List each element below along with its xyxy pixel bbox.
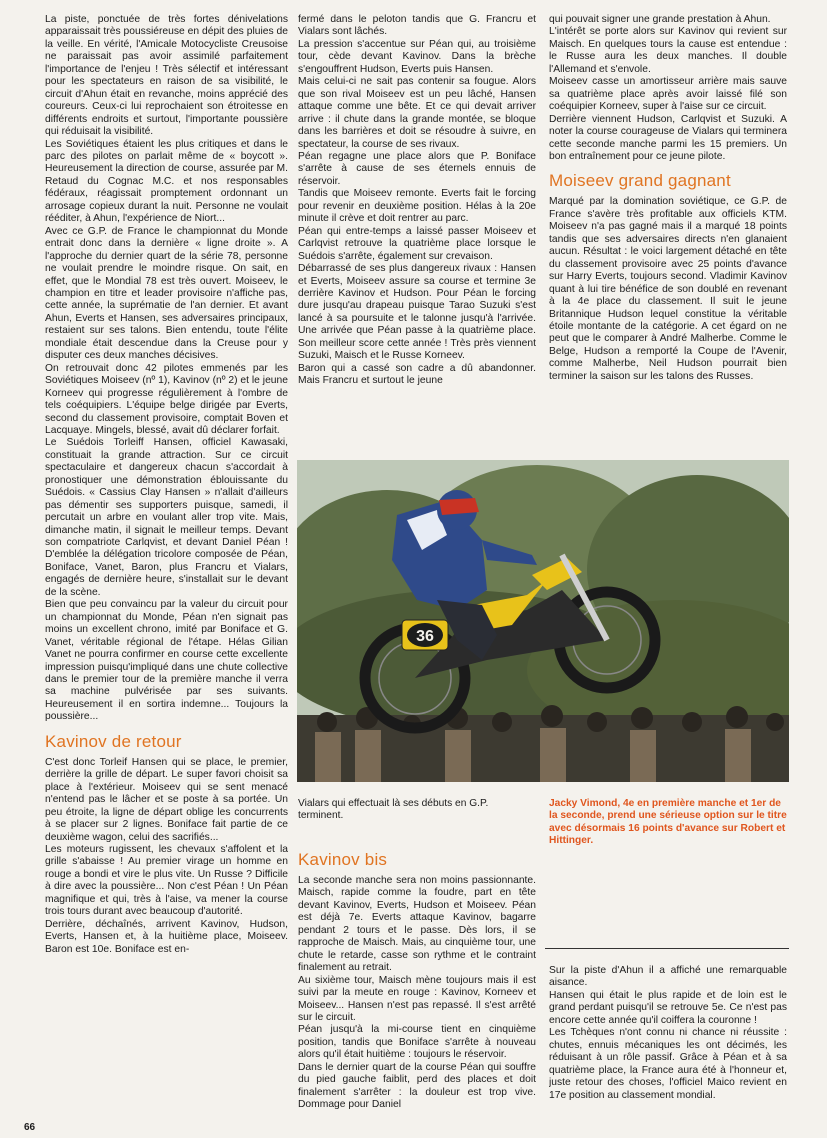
photo-caption-right: Jacky Vimond, 4e en première manche et 1er de la seconde, prend une sérieuse option sur le titre avec désormais 16 points d'avance sur Robert et Hittinger.: [549, 798, 787, 847]
paragraph: Moiseev casse un amortisseur arrière mais sauve sa quatrième place après avoir laissé filé son coéquipier Korneev, super à l'aise sur ce circuit.: [549, 76, 787, 113]
paragraph: Marqué par la domination soviétique, ce G.P. de France s'avère très profitable aux officiels KTM. Moiseev n'a pas gagné mais il a marqué 18 points tandis que ses adversaires directs n'en glanaient aucun. Résultat : le voici largement détaché en tête du classement provisoire avec 25 points d'avance sur Harry Everts, toujours second. Vladimir Kavinov quant à lui tire bénéfice de son doublé en revenant à la 4e place du classement. Il suit le jeune Britannique Hudson lequel constitue la véritable étoile montante de la catégorie. A cet égard on ne peut que le comparer à André Malherbe. Comme le Belge, Hudson a remporté la Coupe de l'Avenir, comme Malherbe, Neil Hudson pourrait bien terminer la saison sur les talons des Russes.: [549, 196, 787, 382]
paragraph: qui pouvait signer une grande prestation à Ahun.: [549, 14, 771, 25]
paragraph: Les Tchèques n'ont connu ni chance ni réussite : chutes, ennuis mécaniques les ont décimés, les réduisant à un rôle passif. Grâce à Péan et à sa quatrième place, la France aura été à l'honneur et, juste retour des choses, l'officiel Maico revient en 17e position au classement mondial.: [549, 1027, 787, 1101]
paragraph: La seconde manche sera non moins passionnante. Maisch, rapide comme la foudre, part en tête devant Kavinov, Everts, Hudson et Moiseev. Péan est déjà 7e. Everts attaque Kavinov, bagarre pendant 2 tours et le passe. Dès lors, il se rapproche de Maisch. Mais, au cinquième tour, une chute le retarde, casse son rythme et le contraint finalement au retrait.: [298, 875, 536, 974]
column-divider: [545, 948, 789, 949]
paragraph: Les Soviétiques étaient les plus critiques et dans le parc des pilotes on parlait même de « boycott ». Heureusement la direction de course, assurée par M. Retaud du Cognac M.C. et nos responsables fédéraux, réagissait promptement ordonnant un arrosage copieux durant la nuit. Personne ne voulait rééditer, à Ahun, l'expérience de Niort...: [45, 138, 288, 225]
article-column-1: [45, 14, 288, 1124]
section-heading-kavinov-de-retour: Kavinov de retour: [45, 731, 182, 751]
paragraph: Derrière viennent Hudson, Carlqvist et Suzuki. A noter la course courageuse de Vialars qui terminera cette seconde manche parmi les 15 premiers. Un bon entraînement pour ce jeune pilote.: [549, 113, 787, 162]
paragraph: Bien que peu convaincu par la valeur du circuit pour un championnat du Monde, Péan n'en signait pas moins un excellent chrono, imité par Boniface et G. Vanet, véritable régional de l'étape. Hélas Gilian Vanet ne pourra confirmer en course cette excellente impression puisqu'impliqué dans une chute collective dans le premier tour de la première manche il verra sa machine pulvérisée par ses suivants. Heureusement il en sortira indemne... Toujours la poussière...: [45, 599, 288, 723]
paragraph: Au sixième tour, Maisch mène toujours mais il est suivi par la meute en rouge : Kavinov, Korneev et Moiseev... Hansen n'est pas repassé. Il s'est arrêté sur le circuit.: [298, 974, 536, 1023]
motocross-photo: [297, 460, 789, 782]
paragraph: Avec ce G.P. de France le championnat du Monde entrait donc dans la dernière « ligne droite ». A l'approche du dernier quart de la série 78, personne ne voulait prendre le moindre risque. On sait, en effet, que le Mondial 78 est très ouvert. Moiseev, le champion en titre et leader provisoire n'affiche pas, cette année, la suprématie de l'an dernier. Et avant Ahun, Everts et Hansen, ses adversaires principaux, restaient sur ses talons. Bien entendu, toute l'élite mondiale était descendue dans la Creuse pour y disputer ces deux manches décisives.: [45, 225, 288, 362]
article-column-2: [298, 14, 536, 458]
paragraph: Dans le dernier quart de la course Péan qui souffre du pied gauche faiblit, perd des places et doit finalement s'arrêter : la douleur est trop vive. Dommage pour Daniel: [298, 1061, 536, 1111]
paragraph: La piste, ponctuée de très fortes dénivelations apparaissait très poussiéreuse en dépit des pluies de la veille. En vérité, l'Amicale Motocycliste Creusoise ne paraissait pas avoir assimilé parfaitement l'importance de l'enjeu ! Très sélectif et intéressant pour les spectateurs en raison de sa visibilité, le circuit d'Ahun était en revanche, moins apprécié des coureurs. Ceux-ci lui reprochaient son étroitesse en différents endroits et surtout, l'importante poussière qui réduisait la visibilité.: [45, 14, 288, 138]
rider-number: 36: [416, 628, 434, 645]
paragraph: Le Suédois Torleiff Hansen, officiel Kawasaki, constituait la grande attraction. Sur ce circuit spectaculaire et dangereux chacun s'accordait à pronostiquer une démonstration éblouissante du Suédois. « Cassius Clay Hansen » n'allait d'ailleurs pas démentir ses supporters puisque, samedi, il percutait un arbre en voulant aller trop vite. Mais, dimanche matin, il signait le meilleur temps. Devant son compatriote Carlqvist, et devant Daniel Péan ! D'emblée la délégation tricolore composée de Péan, Boniface, Vanet, Baron, plus Francru et Vialars, engagés de dernière heure, s'installait sur le devant de la scène.: [45, 437, 288, 598]
page-number: 66: [24, 1122, 36, 1133]
paragraph: Sur la piste d'Ahun il a affiché une remarquable aisance.: [549, 965, 787, 989]
paragraph: Hansen qui était le plus rapide et de loin est le grand perdant puisqu'il se retrouve 5e. Ce n'est pas encore cette année qu'il coiffera la couronne !: [549, 989, 787, 1026]
paragraph: Mais celui-ci ne sait pas contenir sa fougue. Alors que son rival Moiseev est un peu lâché, Hansen attaque comme une bête. Et ce qui devait arriver arrive : il chute dans la grande montée, se bloque dans les barrières et doit se résoudre à suivre, en spectateur, la course de ses rivaux.: [298, 76, 536, 150]
photo-caption-left: Vialars qui effectuait là ses débuts en G.P. terminent.: [298, 798, 489, 822]
section-heading-kavinov-bis: Kavinov bis: [298, 850, 388, 869]
paragraph: Baron qui a cassé son cadre a dû abandonner. Mais Francru et surtout le jeune: [298, 362, 536, 387]
paragraph: L'intérêt se porte alors sur Kavinov qui revient sur Maisch. En quelques tours la cause est entendue : le Russe aura les deux manches. Il double l'Allemand et s'envole.: [549, 26, 787, 75]
motocross-illustration: [297, 460, 789, 782]
section-heading-moiseev-grand-gagnant: Moiseev grand gagnant: [549, 171, 731, 191]
paragraph: La pression s'accentue sur Péan qui, au troisième tour, cède devant Kavinov. Dans la brèche s'engouffrent Hudson, Everts puis Hansen.: [298, 38, 536, 75]
paragraph: Derrière, déchaînés, arrivent Kavinov, Hudson, Everts, Hansen et, à la huitième place, Moiseev. Baron est 10e. Boniface est en-: [45, 918, 288, 955]
article-column-3: [549, 14, 787, 458]
paragraph: On retrouvait donc 42 pilotes emmenés par les Soviétiques Moiseev (nº 1), Kavinov (nº 2) et le jeune Korneev qui progresse régulièrement à l'ombre de tels coéquipiers. L'équipe belge dirigée par Everts, second du classement provisoire, comptait Boven et Lacquaye. Mingels, blessé, avait dû déclarer forfait.: [45, 362, 288, 436]
paragraph: Péan jusqu'à la mi-course tient en cinquième position, tandis que Boniface s'arrête à nouveau alors qu'il était huitième : toujours le réservoir.: [298, 1024, 536, 1061]
paragraph: Tandis que Moiseev remonte. Everts fait le forcing pour revenir en deuxième position. Hélas à la 20e minute il crève et doit rentrer au parc.: [298, 188, 536, 225]
paragraph: Les moteurs rugissent, les chevaux s'affolent et la grille s'abaisse ! Au premier virage un homme en rouge a bondi et vire le plus vite. Un Russe ? Difficile à dire avec la poussière... Non c'est Péan ! Un Péan magnifique et qui, très à l'aise, va mener la course trois tours durant avec beaucoup d'autorité.: [45, 844, 288, 918]
paragraph: Péan qui entre-temps a laissé passer Moiseev et Carlqvist retrouve la quatrième place lorsque le Suédois s'arrête, également sur crevaison.: [298, 225, 536, 262]
article-column-2-bottom: [298, 850, 536, 1135]
paragraph: Péan regagne une place alors que P. Boniface s'arrête à cause de ses éternels ennuis de réservoir.: [298, 150, 536, 187]
article-column-3-bottom: [549, 965, 787, 1135]
paragraph: fermé dans le peloton tandis que G. Francru et Vialars sont lâchés.: [298, 14, 536, 38]
paragraph: C'est donc Torleif Hansen qui se place, le premier, derrière la grille de départ. Le super favori choisit sa place à l'extérieur. Moiseev qui se sent menacé n'entend pas le lâcher et se poste à sa portée. Un peu étroite, la ligne de départ oblige les concurrents à se placer sur 2 lignes. Boniface fait partie de ce deuxième wagon, celui des sacrifiés...: [45, 756, 288, 843]
paragraph: Débarrassé de ses plus dangereux rivaux : Hansen et Everts, Moiseev assure sa course et termine 3e derrière Kavinov et Hudson. Pour Péan le forcing dure jusqu'au drapeau puisque Tarao Suzuki s'est lancé à sa poursuite et le talonne jusqu'à l'arrivée. Une arrivée que Péan passe à la quatrième place. Son meilleur score cette année ! Très près viennent Suzuki, Maisch et le Russe Korneev.: [298, 263, 536, 362]
